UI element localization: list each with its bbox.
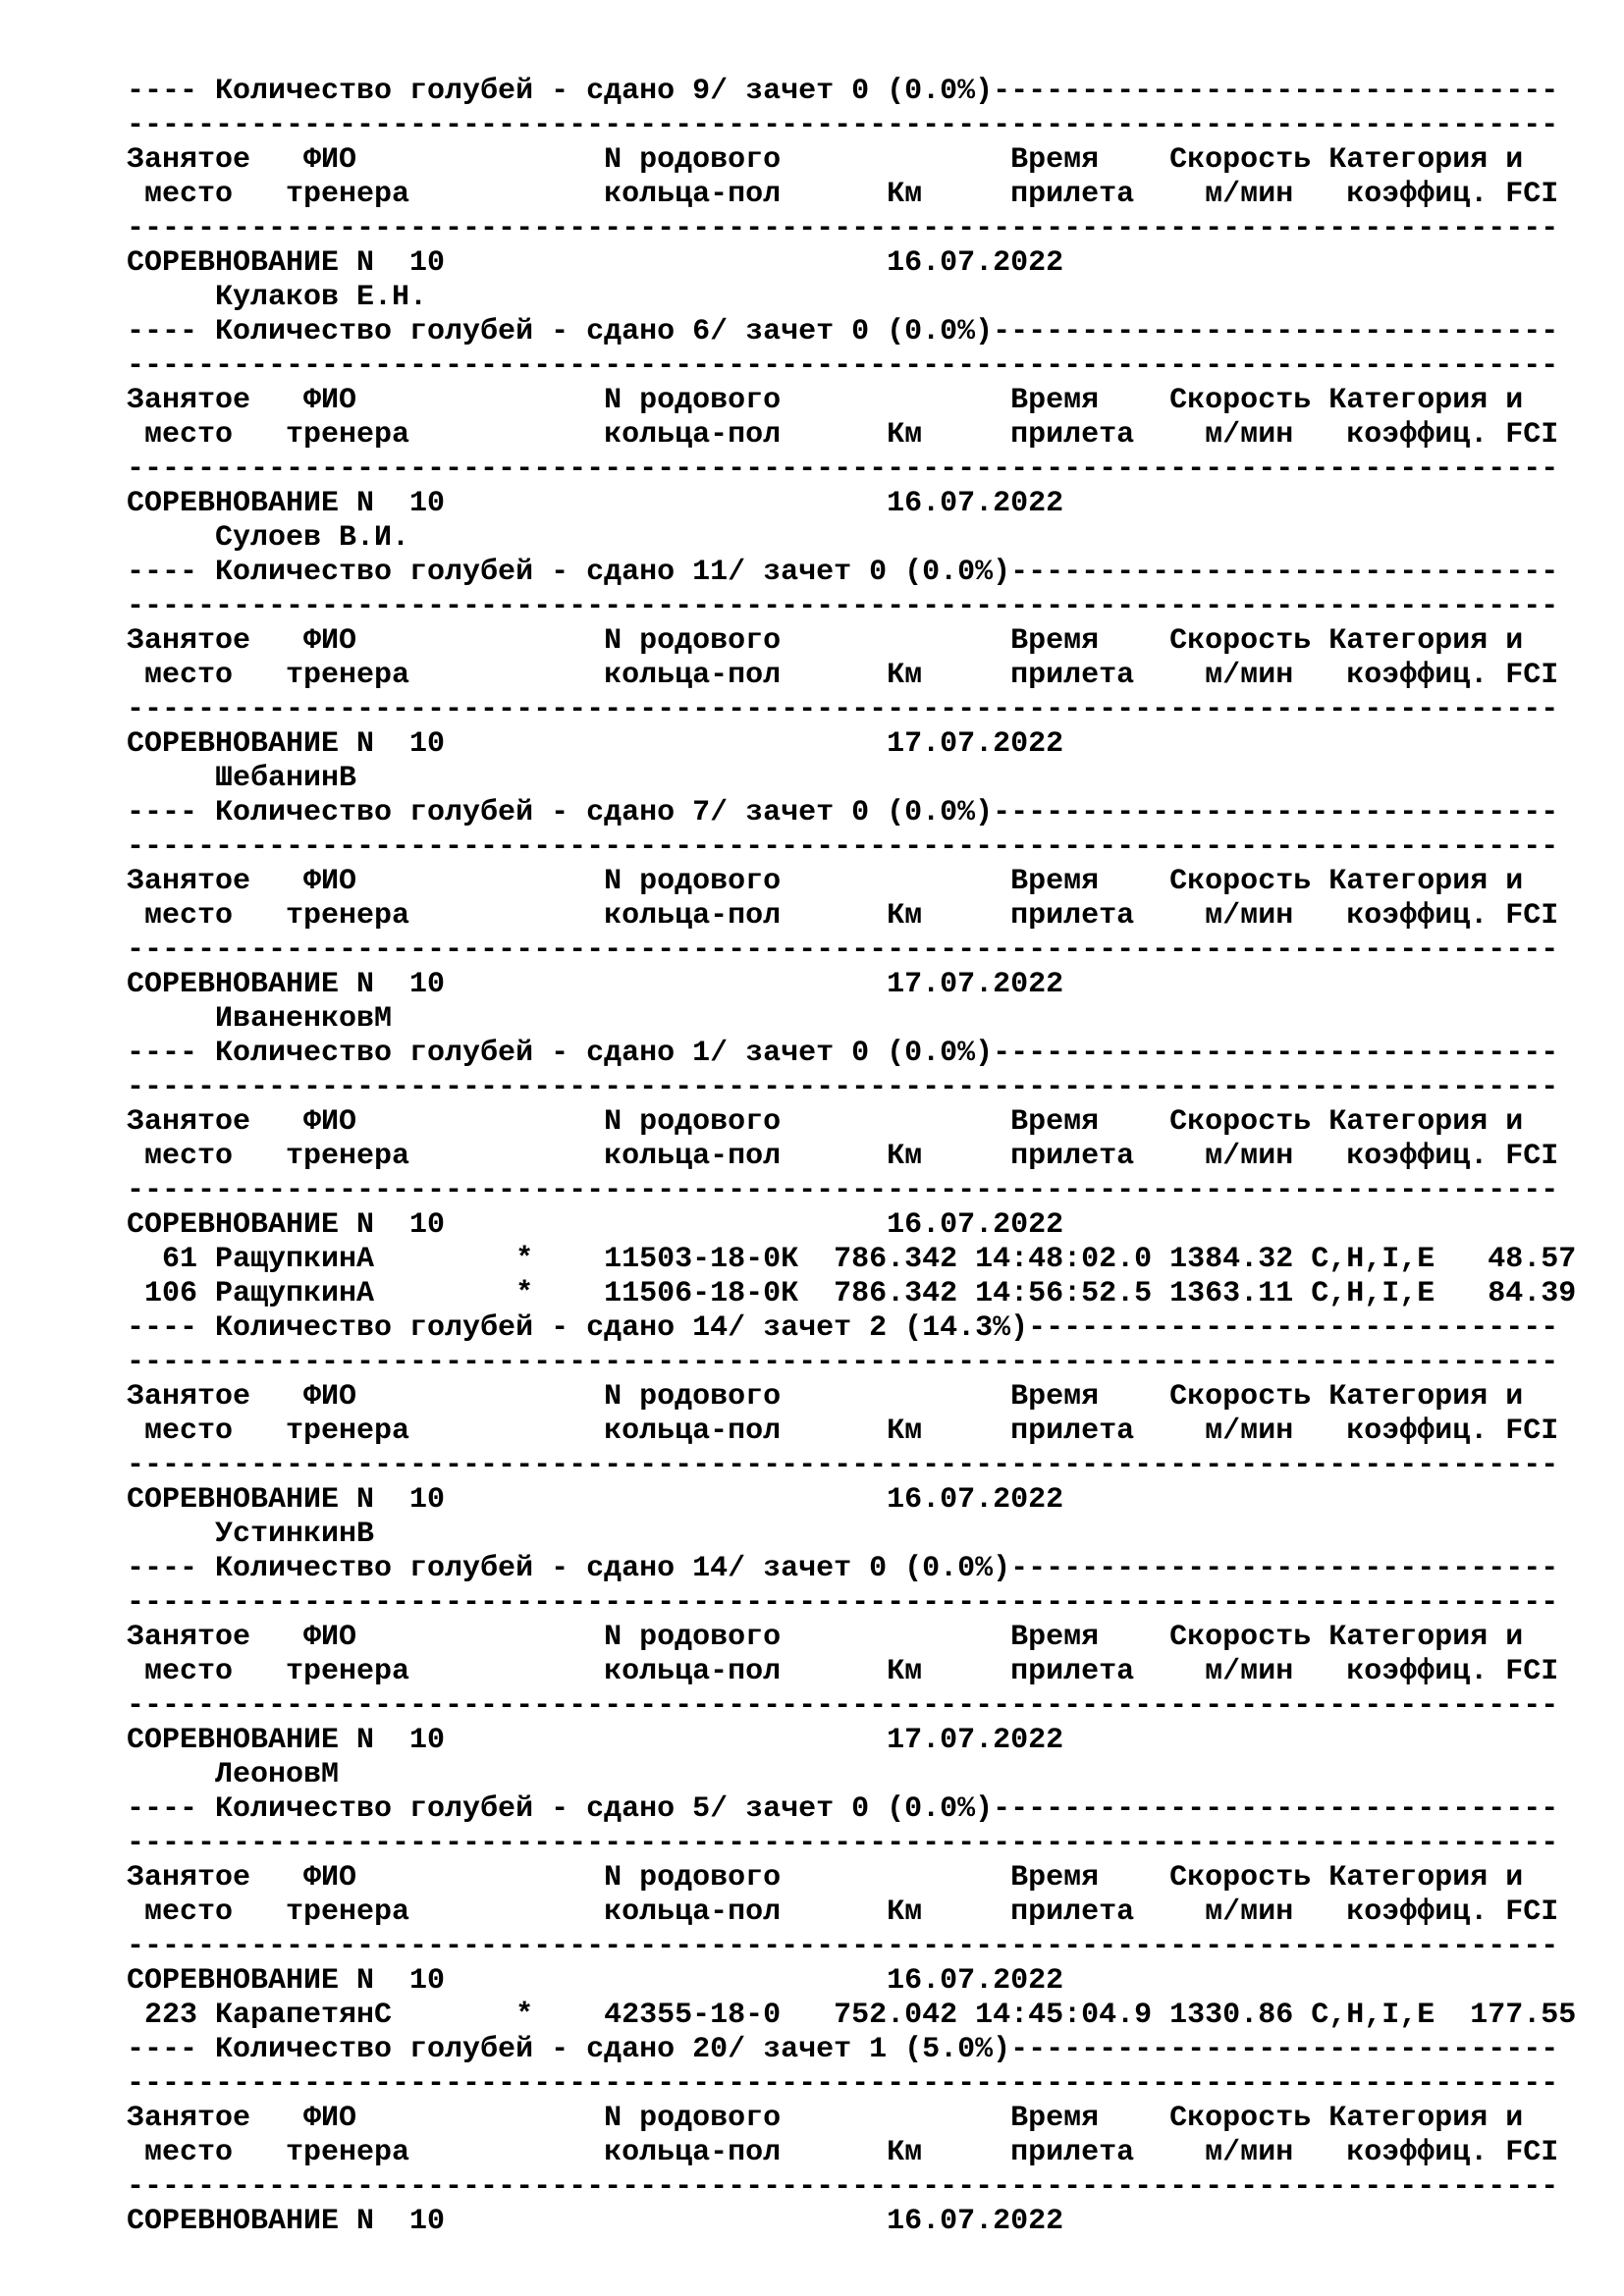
- competition-heading: СОРЕВНОВАНИЕ N 10 17.07.2022: [127, 727, 1064, 761]
- competition-heading: СОРЕВНОВАНИЕ N 10 17.07.2022: [127, 968, 1064, 1001]
- result-row: 61 РащупкинА * 11503-18-0К 786.342 14:48:02.0 1384.32 C,H,I,E 48.57: [127, 1243, 1577, 1276]
- trainer-name: Сулоев В.И.: [127, 521, 410, 555]
- pigeon-count-summary: ---- Количество голубей - сдано 5/ зачет 0 (0.0%)--------------------------------: [127, 1792, 1559, 1826]
- table-header-row-2: место тренера кольца-пол Км прилета м/мин коэффиц. FCI: [127, 899, 1559, 933]
- result-row: 223 КарапетянС * 42355-18-0 752.042 14:45:04.9 1330.86 C,H,I,E 177.55: [127, 1999, 1577, 2032]
- separator-line: ---------------------------------------------------------------------------------: [127, 2067, 1559, 2101]
- table-header-row-1: Занятое ФИО N родового Время Скорость Категория и: [127, 143, 1524, 177]
- separator-line: ---------------------------------------------------------------------------------: [127, 212, 1559, 245]
- table-header-row-2: место тренера кольца-пол Км прилета м/мин коэффиц. FCI: [127, 1896, 1559, 1929]
- table-header-row-1: Занятое ФИО N родового Время Скорость Категория и: [127, 1861, 1524, 1895]
- table-header-row-1: Занятое ФИО N родового Время Скорость Категория и: [127, 1380, 1524, 1414]
- pigeon-count-summary: ---- Количество голубей - сдано 1/ зачет 0 (0.0%)--------------------------------: [127, 1037, 1559, 1070]
- competition-heading: СОРЕВНОВАНИЕ N 10 16.07.2022: [127, 1208, 1064, 1242]
- separator-line: ---------------------------------------------------------------------------------: [127, 830, 1559, 864]
- table-header-row-1: Занятое ФИО N родового Время Скорость Категория и: [127, 384, 1524, 417]
- pigeon-count-summary: ---- Количество голубей - сдано 14/ зачет 2 (14.3%)------------------------------: [127, 1311, 1559, 1345]
- table-header-row-2: место тренера кольца-пол Км прилета м/мин коэффиц. FCI: [127, 2136, 1559, 2169]
- separator-line: ---------------------------------------------------------------------------------: [127, 109, 1559, 142]
- table-header-row-2: место тренера кольца-пол Км прилета м/мин коэффиц. FCI: [127, 178, 1559, 211]
- table-header-row-2: место тренера кольца-пол Км прилета м/мин коэффиц. FCI: [127, 418, 1559, 452]
- separator-line: ---------------------------------------------------------------------------------: [127, 1689, 1559, 1723]
- trainer-name: ШебанинВ: [127, 762, 357, 795]
- competition-heading: СОРЕВНОВАНИЕ N 10 16.07.2022: [127, 487, 1064, 520]
- separator-line: ---------------------------------------------------------------------------------: [127, 1071, 1559, 1104]
- separator-line: ---------------------------------------------------------------------------------: [127, 1449, 1559, 1482]
- separator-line: ---------------------------------------------------------------------------------: [127, 349, 1559, 383]
- pigeon-count-summary: ---- Количество голубей - сдано 7/ зачет 0 (0.0%)--------------------------------: [127, 796, 1559, 829]
- separator-line: ---------------------------------------------------------------------------------: [127, 693, 1559, 726]
- competition-heading: СОРЕВНОВАНИЕ N 10 16.07.2022: [127, 246, 1064, 280]
- competition-heading: СОРЕВНОВАНИЕ N 10 16.07.2022: [127, 1964, 1064, 1998]
- competition-heading: СОРЕВНОВАНИЕ N 10 16.07.2022: [127, 1483, 1064, 1517]
- pigeon-count-summary: ---- Количество голубей - сдано 20/ зачет 1 (5.0%)-------------------------------: [127, 2033, 1559, 2066]
- separator-line: ---------------------------------------------------------------------------------: [127, 1827, 1559, 1860]
- competition-heading: СОРЕВНОВАНИЕ N 10 17.07.2022: [127, 1724, 1064, 1757]
- table-header-row-1: Занятое ФИО N родового Время Скорость Категория и: [127, 1105, 1524, 1139]
- table-header-row-2: место тренера кольца-пол Км прилета м/мин коэффиц. FCI: [127, 1415, 1559, 1448]
- competition-heading: СОРЕВНОВАНИЕ N 10 16.07.2022: [127, 2205, 1064, 2238]
- table-header-row-2: место тренера кольца-пол Км прилета м/мин коэффиц. FCI: [127, 1140, 1559, 1173]
- separator-line: ---------------------------------------------------------------------------------: [127, 1174, 1559, 1207]
- separator-line: ---------------------------------------------------------------------------------: [127, 453, 1559, 486]
- separator-line: ---------------------------------------------------------------------------------: [127, 1346, 1559, 1379]
- trainer-name: УстинкинВ: [127, 1518, 375, 1551]
- table-header-row-1: Занятое ФИО N родового Время Скорость Категория и: [127, 865, 1524, 898]
- separator-line: ---------------------------------------------------------------------------------: [127, 2170, 1559, 2204]
- separator-line: ---------------------------------------------------------------------------------: [127, 1930, 1559, 1963]
- trainer-name: ИваненковМ: [127, 1002, 393, 1036]
- report-document: [127, 75, 1599, 2239]
- pigeon-count-summary: ---- Количество голубей - сдано 14/ зачет 0 (0.0%)-------------------------------: [127, 1552, 1559, 1585]
- separator-line: ---------------------------------------------------------------------------------: [127, 934, 1559, 967]
- pigeon-count-summary: ---- Количество голубей - сдано 11/ зачет 0 (0.0%)-------------------------------: [127, 556, 1559, 589]
- trainer-name: Кулаков Е.Н.: [127, 281, 428, 314]
- table-header-row-1: Занятое ФИО N родового Время Скорость Категория и: [127, 1621, 1524, 1654]
- table-header-row-1: Занятое ФИО N родового Время Скорость Категория и: [127, 2102, 1524, 2135]
- pigeon-count-summary: ---- Количество голубей - сдано 9/ зачет 0 (0.0%)--------------------------------: [127, 75, 1559, 108]
- trainer-name: ЛеоновМ: [127, 1758, 340, 1791]
- result-row: 106 РащупкинА * 11506-18-0К 786.342 14:56:52.5 1363.11 C,H,I,E 84.39: [127, 1277, 1577, 1310]
- table-header-row-2: место тренера кольца-пол Км прилета м/мин коэффиц. FCI: [127, 1655, 1559, 1688]
- separator-line: ---------------------------------------------------------------------------------: [127, 1586, 1559, 1620]
- separator-line: ---------------------------------------------------------------------------------: [127, 590, 1559, 623]
- table-header-row-2: место тренера кольца-пол Км прилета м/мин коэффиц. FCI: [127, 659, 1559, 692]
- table-header-row-1: Занятое ФИО N родового Время Скорость Категория и: [127, 624, 1524, 658]
- pigeon-count-summary: ---- Количество голубей - сдано 6/ зачет 0 (0.0%)--------------------------------: [127, 315, 1559, 348]
